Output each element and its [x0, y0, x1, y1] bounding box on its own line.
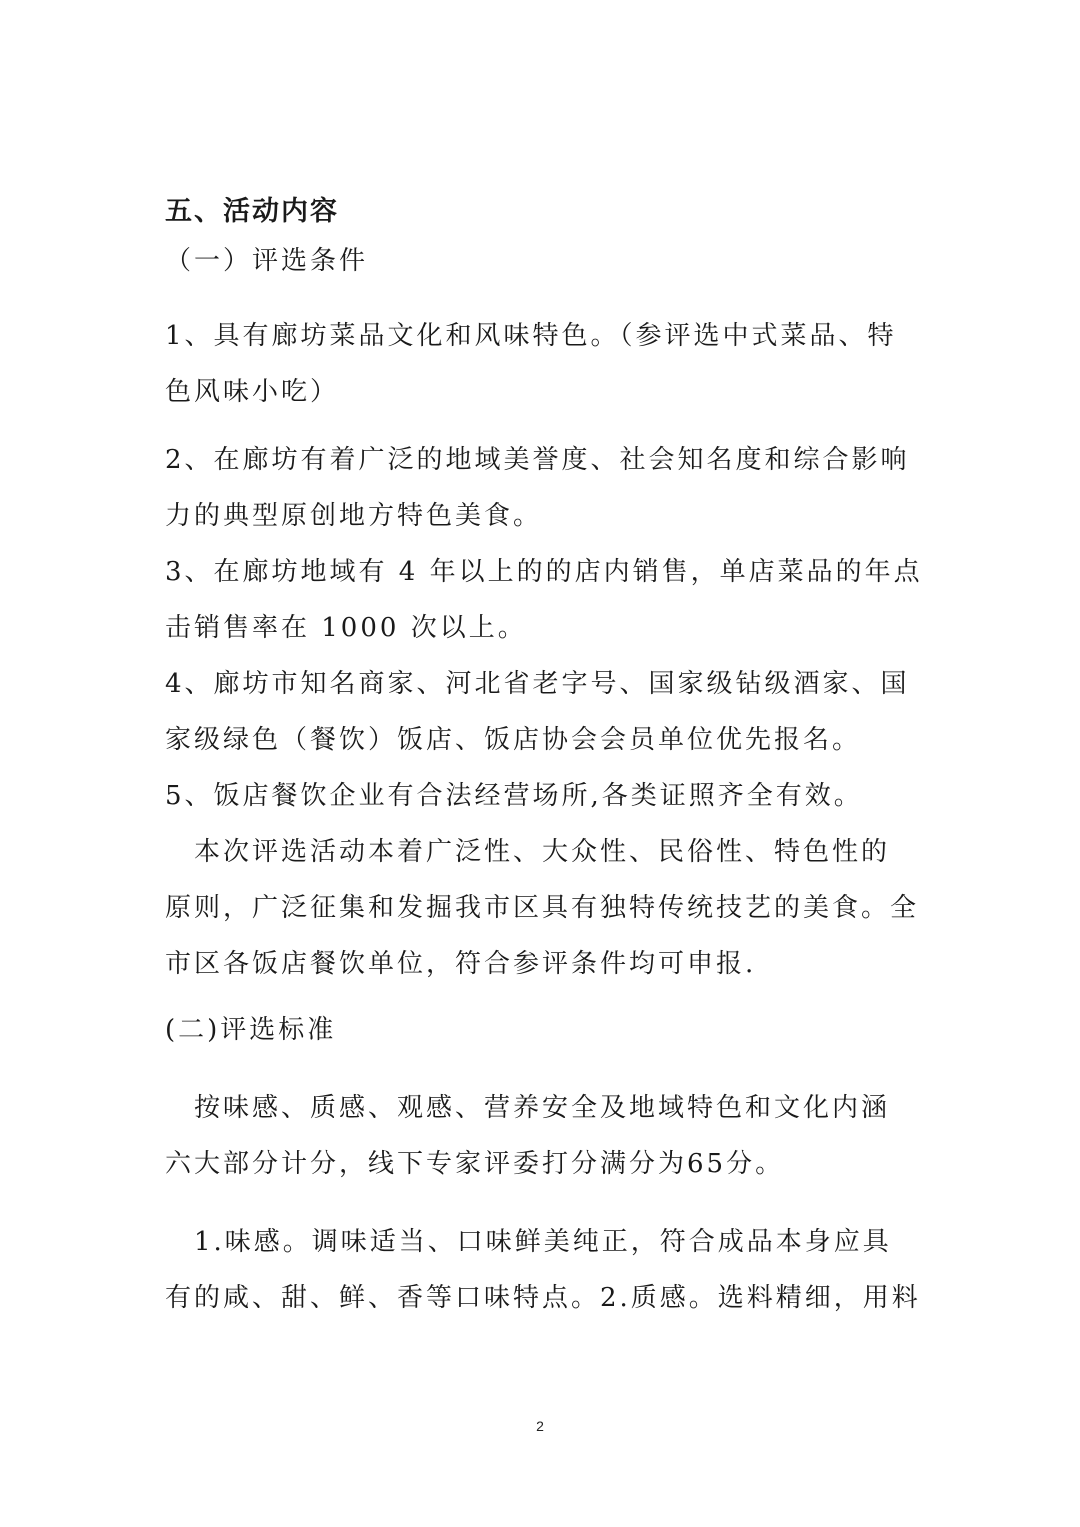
condition-2-line-1: 2、在廊坊有着广泛的地域美誉度、社会知名度和综合影响 — [165, 445, 910, 475]
principle-paragraph-line-3: 市区各饭店餐饮单位，符合参评条件均可申报. — [165, 949, 757, 979]
document-body — [165, 188, 923, 1326]
condition-3-line-2: 击销售率在 1000 次以上。 — [165, 613, 527, 643]
condition-5-line-1: 5、饭店餐饮企业有合法经营场所,各类证照齐全有效。 — [165, 781, 863, 811]
principle-paragraph-line-2: 原则，广泛征集和发掘我市区具有独特传统技艺的美食。全 — [165, 893, 920, 923]
standard-paragraph-line-2: 六大部分计分，线下专家评委打分满分为65分。 — [165, 1149, 785, 1179]
subsection-title-conditions: （一）评选条件 — [165, 246, 369, 276]
page-number: 2 — [536, 1418, 544, 1434]
section-title: 五、活动内容 — [165, 196, 339, 227]
condition-4-line-2: 家级绿色（餐饮）饭店、饭店协会会员单位优先报名。 — [165, 725, 862, 755]
standard-paragraph-line-1: 按味感、质感、观感、营养安全及地域特色和文化内涵 — [165, 1093, 891, 1123]
condition-4-line-1: 4、廊坊市知名商家、河北省老字号、国家级钻级酒家、国 — [165, 669, 910, 699]
detail-paragraph-line-1: 1.味感。调味适当、口味鲜美纯正，符合成品本身应具 — [165, 1227, 892, 1257]
subsection-title-standards: (二)评选标准 — [165, 1015, 337, 1045]
principle-paragraph-line-1: 本次评选活动本着广泛性、大众性、民俗性、特色性的 — [165, 837, 891, 867]
condition-2-line-2: 力的典型原创地方特色美食。 — [165, 501, 543, 531]
condition-3-line-1: 3、在廊坊地域有 4 年以上的的店内销售，单店菜品的年点 — [165, 557, 923, 587]
detail-paragraph-line-2: 有的咸、甜、鲜、香等口味特点。2.质感。选料精细，用料 — [165, 1283, 921, 1313]
condition-1-line-1: 1、具有廊坊菜品文化和风味特色。（参评选中式菜品、特 — [165, 321, 897, 351]
condition-1-line-2: 色风味小吃） — [165, 377, 340, 407]
